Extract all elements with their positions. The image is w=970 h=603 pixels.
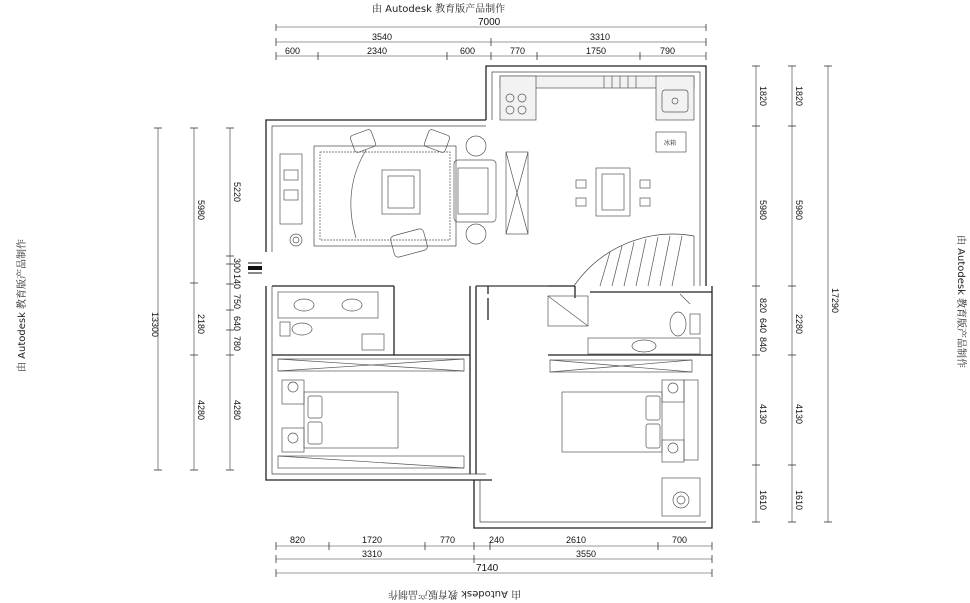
toilet-icon	[280, 322, 312, 336]
dim-left-inner-6: 780	[232, 336, 242, 352]
dim-right-inner-2: 5980	[758, 200, 768, 221]
dim-right-outer-5: 1610	[794, 490, 804, 511]
right-dimensions	[752, 66, 840, 522]
watermark-top: 由 Autodesk 教育版产品制作	[372, 4, 506, 15]
dim-bottom-d2: 1720	[362, 535, 383, 545]
dim-left-inner-2: 300	[232, 258, 242, 274]
dim-bottom-total: 7140	[476, 563, 499, 574]
sink-right-bath-icon	[632, 340, 656, 352]
tv-console	[280, 154, 302, 224]
toilet-right-icon	[670, 312, 700, 336]
plant-icon	[290, 234, 302, 246]
dim-bottom-d5: 2610	[566, 535, 587, 545]
dim-left-inner-3: 140	[232, 274, 242, 290]
dim-bottom-d1: 820	[290, 535, 306, 545]
entrance-arrow-icon	[248, 266, 262, 270]
walls	[266, 66, 712, 528]
washing-machine-icon	[673, 492, 689, 508]
door-arc-stairs	[574, 234, 694, 286]
dim-top-d1: 600	[285, 46, 301, 56]
dim-left-inner-1: 5220	[232, 182, 242, 203]
dim-left-outer-2: 2180	[196, 314, 206, 335]
living-rug	[314, 146, 456, 246]
dim-top-d2: 2340	[367, 46, 388, 56]
dim-right-inner-4: 640	[758, 318, 768, 334]
bedroom-left	[278, 359, 464, 468]
dim-left-inner-4: 750	[232, 294, 242, 310]
bed-left	[304, 392, 398, 448]
kitchen	[500, 76, 694, 152]
dim-bottom-d3: 770	[440, 535, 456, 545]
left-dimensions	[150, 128, 262, 470]
watermark-right: 由 Autodesk 教育版产品制作	[955, 234, 967, 369]
dim-top-seg-2: 3310	[590, 32, 611, 42]
dim-right-total: 17290	[830, 288, 840, 314]
bottom-dimensions	[276, 535, 712, 577]
dim-top-d3: 600	[460, 46, 476, 56]
bedroom-right	[550, 360, 698, 462]
dim-right-outer-3: 2280	[794, 314, 804, 335]
sink-right-icon	[342, 299, 362, 311]
armchair-bottom	[390, 228, 429, 258]
dim-right-outer-1: 1820	[794, 86, 804, 107]
dim-bottom-seg-1: 3310	[362, 549, 383, 559]
dim-top-d5: 1750	[586, 46, 607, 56]
armchair-top	[350, 129, 451, 153]
living-room	[280, 129, 528, 258]
dim-top-d6: 790	[660, 46, 676, 56]
dim-top-seg-1: 3540	[372, 32, 393, 42]
dim-top-d4: 770	[510, 46, 526, 56]
sofa	[454, 136, 496, 244]
dim-left-total: 13300	[150, 312, 160, 338]
watermark-bottom: 由 Autodesk 教育版产品制作	[388, 588, 522, 599]
dim-left-outer-3: 4280	[196, 400, 206, 421]
dim-bottom-seg-2: 3550	[576, 549, 597, 559]
balcony	[662, 478, 700, 516]
dim-left-inner-7: 4280	[232, 400, 242, 421]
top-dimensions	[276, 17, 706, 60]
dim-right-outer-4: 4130	[794, 404, 804, 425]
dim-left-outer-1: 5980	[196, 200, 206, 221]
dim-right-inner-3: 820	[758, 298, 768, 314]
dim-top-total: 7000	[478, 17, 501, 28]
bathroom-left	[278, 292, 384, 350]
dim-right-inner-5: 840	[758, 337, 768, 353]
bathroom-right	[548, 294, 700, 354]
watermark-left: 由 Autodesk 教育版产品制作	[17, 238, 29, 373]
fridge-label: 冰箱	[664, 141, 677, 147]
dim-bottom-d6: 700	[672, 535, 688, 545]
bed-right	[562, 392, 662, 452]
dim-right-inner-1: 1820	[758, 86, 768, 107]
dim-right-outer-2: 5980	[794, 200, 804, 221]
dim-bottom-d4: 240	[489, 535, 505, 545]
dim-right-inner-6: 4130	[758, 404, 768, 425]
dim-right-inner-7: 1610	[758, 490, 768, 511]
dim-left-inner-5: 640	[232, 316, 242, 332]
dining-table	[576, 168, 650, 216]
sink-left-icon	[294, 299, 314, 311]
